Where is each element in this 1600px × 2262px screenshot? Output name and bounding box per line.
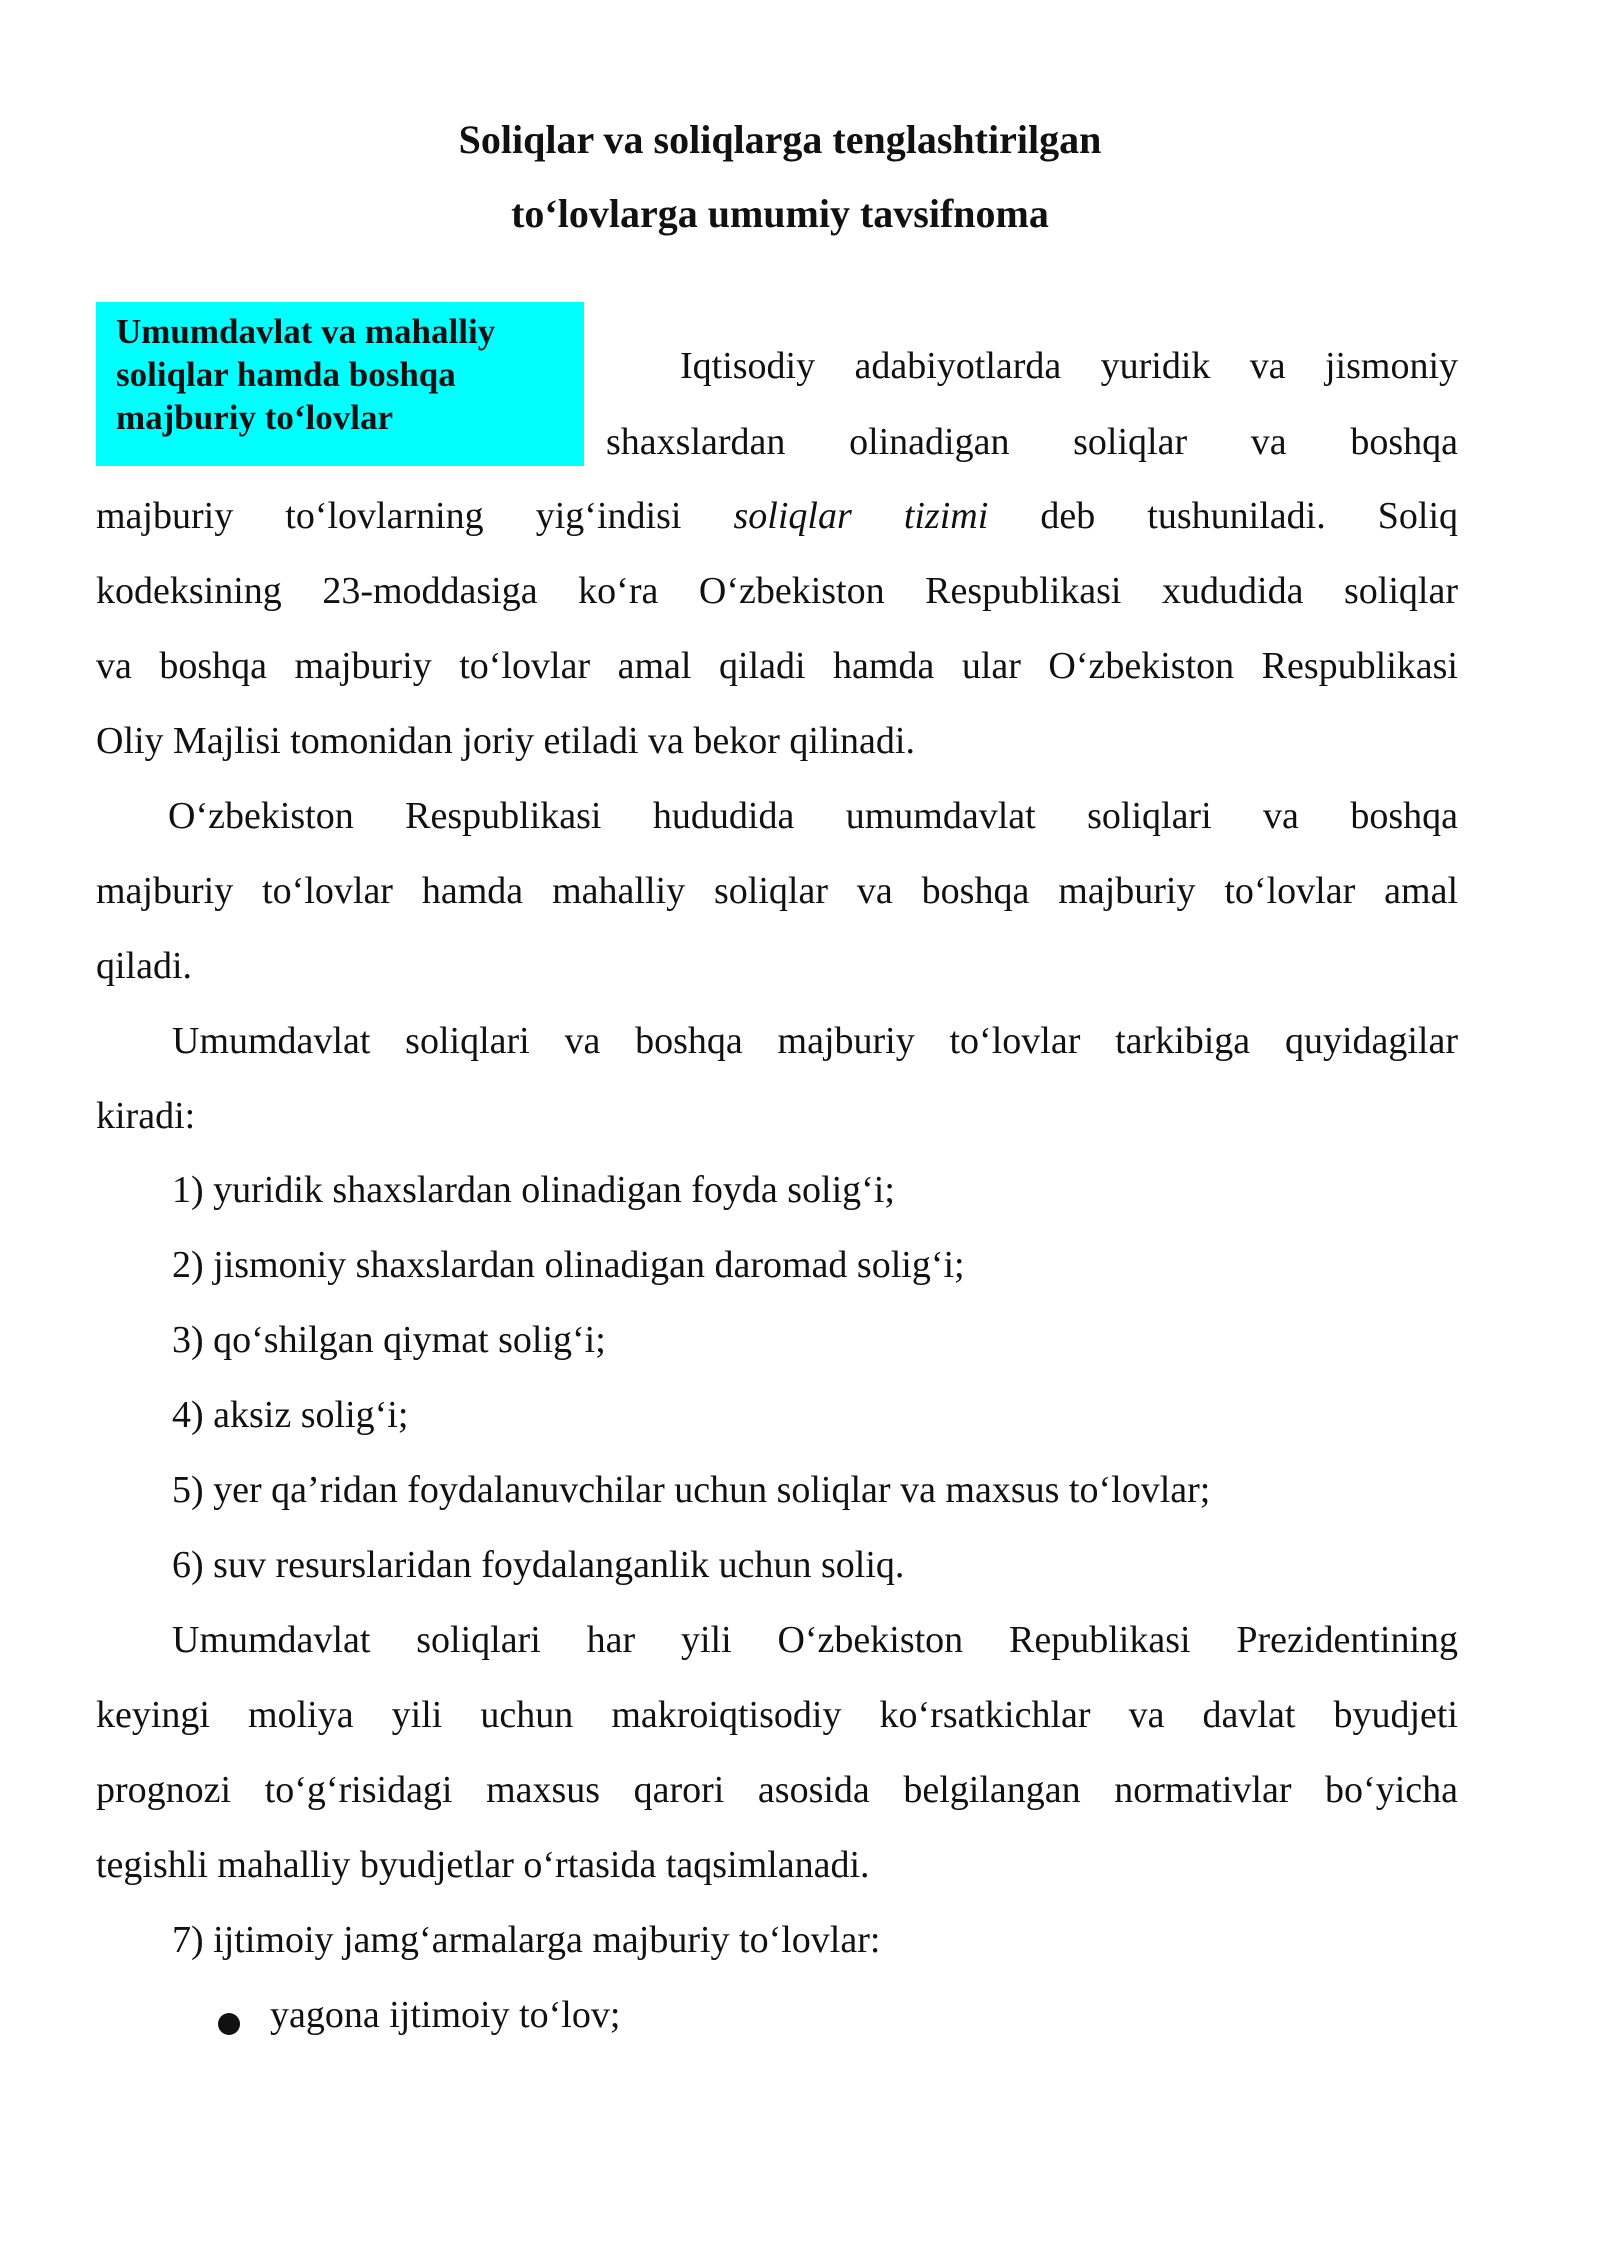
paragraph-4-line-3: prognozi to‘g‘risidagi maxsus qarori asosida belgilangan normativlar bo‘yicha [96, 1769, 1458, 1811]
paragraph-3-line-2: kiradi: [96, 1095, 196, 1137]
paragraph-2-line-3: qiladi. [96, 945, 193, 987]
list-item: 3) qo‘shilgan qiymat solig‘i; [172, 1319, 606, 1361]
list-item-7: 7) ijtimoiy jamg‘armalarga majburiy to‘lovlar: [172, 1919, 881, 1961]
bullet-item: yagona ijtimoiy to‘lov; [270, 1994, 621, 2036]
list-item: 6) suv resurslaridan foydalanganlik uchun soliq. [172, 1544, 905, 1586]
paragraph-1-line-1: Iqtisodiy adabiyotlarda yuridik va jismoniy [680, 345, 1458, 387]
paragraph-4-line-4: tegishli mahalliy byudjetlar o‘rtasida taqsimlanadi. [96, 1844, 870, 1886]
text-run: majburiy to‘lovlarning yig‘indisi [96, 495, 734, 537]
list-item: 1) yuridik shaxslardan olinadigan foyda solig‘i; [172, 1169, 895, 1211]
paragraph-1-line-5: va boshqa majburiy to‘lovlar amal qiladi hamda ular O‘zbekiston Respublikasi [96, 645, 1458, 687]
list-item: 5) yer qa’ridan foydalanuvchilar uchun soliqlar va maxsus to‘lovlar; [172, 1469, 1211, 1511]
paragraph-3-line-1: Umumdavlat soliqlari va boshqa majburiy to‘lovlar tarkibiga quyidagilar [172, 1020, 1458, 1062]
emphasis-term: soliqlar tizimi [733, 495, 989, 537]
list-item: 4) aksiz solig‘i; [172, 1394, 409, 1436]
paragraph-1-line-4: kodeksining 23-moddasiga ko‘ra O‘zbekiston Respublikasi xududida soliqlar [96, 570, 1458, 612]
page-title-line-1: Soliqlar va soliqlarga tenglashtirilgan [458, 117, 1102, 162]
page-title-line-2: to‘lovlarga umumiy tavsifnoma [511, 191, 1049, 236]
paragraph-2-line-1: O‘zbekiston Respublikasi hududida umumdavlat soliqlari va boshqa [168, 795, 1458, 837]
paragraph-1-line-2: shaxslardan olinadigan soliqlar va boshqa [606, 421, 1458, 463]
bullet-icon [218, 2013, 240, 2035]
list-item: 2) jismoniy shaxslardan olinadigan daromad solig‘i; [172, 1244, 965, 1286]
paragraph-2-line-2: majburiy to‘lovlar hamda mahalliy soliqlar va boshqa majburiy to‘lovlar amal [96, 870, 1458, 912]
text-run: deb tushuniladi. Soliq [988, 495, 1459, 537]
paragraph-1-line-6: Oliy Majlisi tomonidan joriy etiladi va bekor qilinadi. [96, 720, 915, 762]
paragraph-1-line-3 [96, 492, 1458, 540]
highlighted-side-note: Umumdavlat va mahalliy soliqlar hamda boshqa majburiy to‘lovlar [96, 302, 584, 466]
paragraph-4-line-2: keyingi moliya yili uchun makroiqtisodiy ko‘rsatkichlar va davlat byudjeti [96, 1694, 1458, 1736]
paragraph-4-line-1: Umumdavlat soliqlari har yili O‘zbekiston Republikasi Prezidentining [172, 1619, 1458, 1661]
